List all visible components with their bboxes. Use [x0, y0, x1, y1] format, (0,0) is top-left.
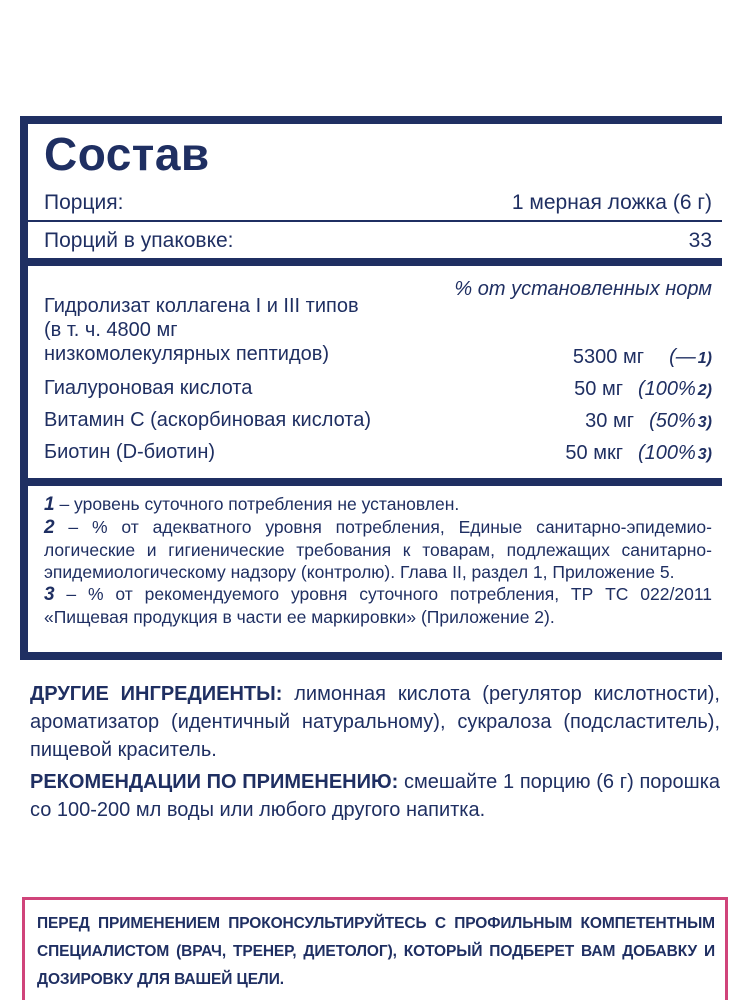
servings-row — [44, 228, 712, 254]
nutrient-percent — [649, 408, 712, 436]
collagen-line: Гидролизат коллагена I и III типов — [44, 295, 359, 317]
composition-title: Состав — [44, 128, 210, 180]
collagen-line: (в т. ч. 4800 мг — [44, 319, 178, 341]
nutrient-amount: 50 мг — [574, 378, 623, 400]
footnote-text: – уровень суточного потребления не установлен. — [54, 494, 460, 514]
footnote-text: – % от рекомендуемого уровня суточного потребления, ТР ТС 022/2011 «Пищевая продукция в части ее маркировки» (Приложение 2). — [44, 584, 712, 627]
recommendations-text: смешайте 1 порцию (6 г) порошка со 100-200 мл воды или любого другого напитка. — [30, 771, 721, 821]
footnote-2 — [44, 516, 712, 583]
percent-value: (— — [669, 346, 696, 368]
nutrient-amount: 50 мкг — [565, 442, 623, 464]
warning-text: ПЕРЕД ПРИМЕНЕНИЕМ ПРОКОНСУЛЬТИРУЙТЕСЬ С ПРОФИЛЬНЫМ КОМПЕТЕНТНЫМ СПЕЦИАЛИСТОМ (ВРАЧ, ТРЕНЕР, ДИЕТОЛОГ), КОТОРЫЙ ПОДБЕРЕТ ВАМ ДОБАВКУ И ДОЗИРОВКУ ДЛЯ ВАШЕЙ ЦЕЛИ. — [37, 915, 715, 988]
nutrient-amount: 5300 мг — [572, 346, 644, 368]
percent-value: (100% — [637, 442, 696, 464]
footnote-ref: 3) — [697, 414, 712, 431]
warning-box — [22, 897, 728, 1000]
nutrient-hyaluronic-name: Гиалуроновая кислота — [44, 377, 253, 399]
recommendations — [30, 768, 720, 824]
percent-value: (50% — [649, 410, 696, 432]
footnote-3 — [44, 583, 712, 628]
footnote-1 — [44, 493, 712, 516]
thick-divider — [28, 258, 722, 266]
nutrient-percent — [638, 440, 712, 468]
servings-value: 33 — [688, 229, 712, 252]
servings-label: Порций в упаковке: — [44, 229, 234, 252]
thick-divider — [28, 478, 722, 486]
other-ingredients-label: ДРУГИЕ ИНГРЕДИЕНТЫ: — [30, 683, 283, 705]
nutrient-percent — [638, 376, 712, 404]
nutrient-percent — [669, 344, 712, 372]
footnote-number: 3 — [44, 584, 55, 605]
other-ingredients-text: лимонная кислота (регулятор кислотности), ароматизатор (идентичный натуральному), сукралоза (подсластитель), пищевой краситель. — [30, 683, 720, 761]
nutrient-vitamin-c-name: Витамин С (аскорбиновая кислота) — [44, 409, 372, 431]
footnote-text: – % от адекватного уровня потребления, Единые санитарно-эпидемио-логические и гигиенические требования к товарам, подлежащих санитарно-эпидемиологическому надзору (контролю). Глава II, раздел 1, Приложение 5. — [44, 517, 712, 582]
footnote-ref: 3) — [697, 446, 712, 463]
nutrient-collagen-name — [44, 294, 359, 366]
other-ingredients — [30, 680, 720, 764]
nutrient-biotin-name: Биотин (D-биотин) — [44, 441, 216, 463]
footnote-number: 1 — [44, 494, 55, 515]
nutrient-amount: 30 мг — [585, 410, 634, 432]
divider — [28, 220, 722, 222]
footnotes — [44, 493, 712, 628]
serving-label: Порция: — [44, 191, 124, 214]
recommendations-label: РЕКОМЕНДАЦИИ ПО ПРИМЕНЕНИЮ: — [30, 771, 399, 793]
footnote-ref: 1) — [697, 350, 712, 367]
serving-row — [44, 190, 712, 216]
composition-panel — [20, 116, 722, 660]
percent-header: % от установленных норм — [454, 278, 712, 300]
serving-value: 1 мерная ложка (6 г) — [511, 191, 712, 214]
collagen-line: низкомолекулярных пептидов) — [44, 343, 330, 365]
footnote-ref: 2) — [697, 382, 712, 399]
footnote-number: 2 — [44, 517, 55, 538]
percent-value: (100% — [637, 378, 696, 400]
